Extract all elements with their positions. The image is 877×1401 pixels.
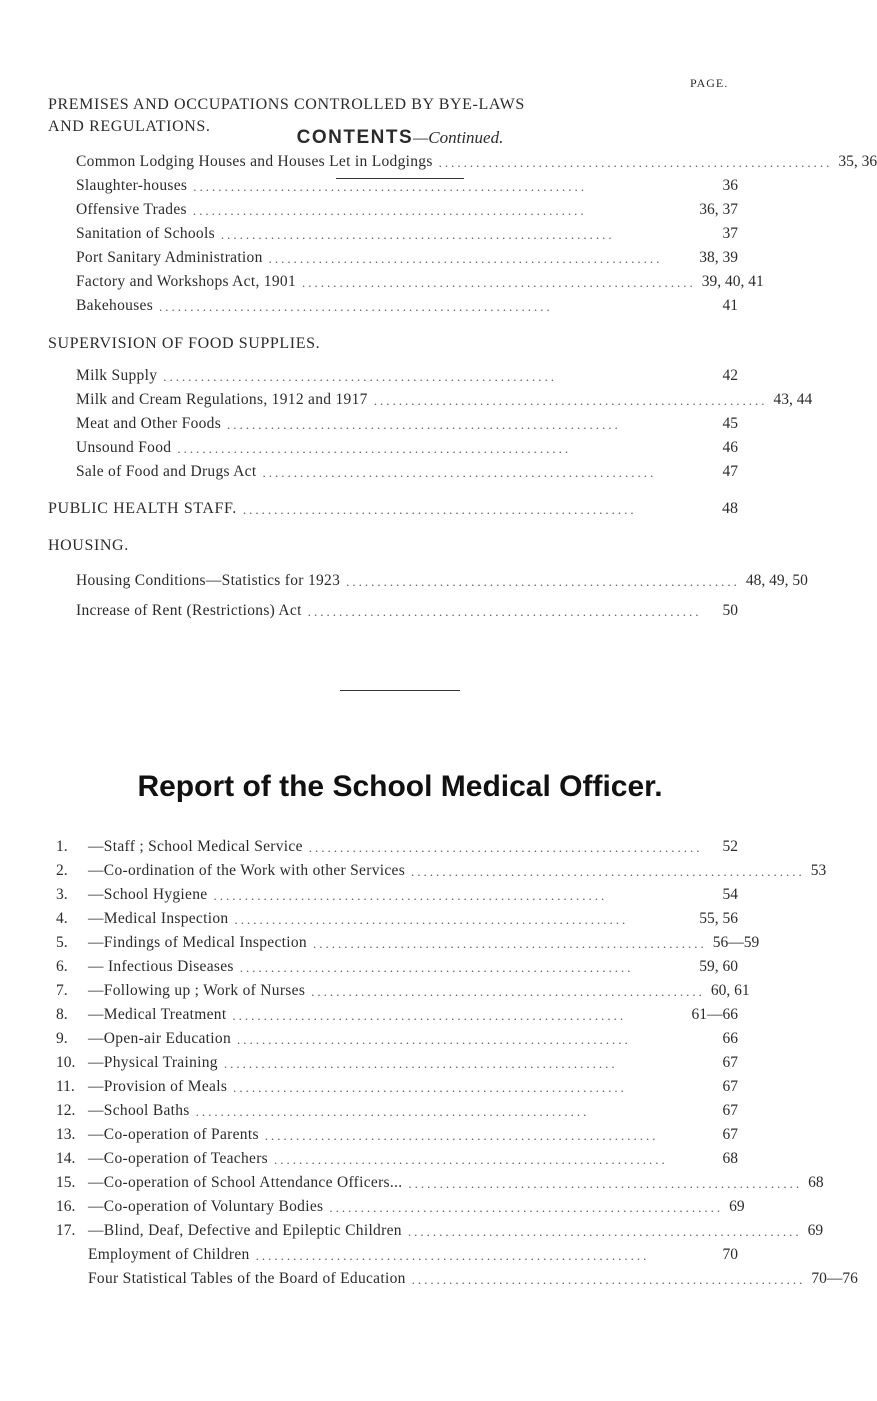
entry-label: Meat and Other Foods bbox=[76, 415, 222, 432]
entry-page: 45 bbox=[722, 415, 738, 432]
report-entry: 4. —Medical Inspection ............................................................... 55, 56 bbox=[56, 910, 738, 927]
report-title: Report of the School Medical Officer. bbox=[137, 770, 663, 803]
entry-number: 1. bbox=[56, 838, 68, 855]
entry-label: —Co-operation of Voluntary Bodies bbox=[88, 1198, 324, 1215]
report-entry: 8. —Medical Treatment ............................................................... 61—66 bbox=[56, 1006, 738, 1023]
entry-label: Offensive Trades bbox=[76, 201, 187, 218]
entry-page: 42 bbox=[722, 367, 738, 384]
entry-page: 36, 37 bbox=[699, 201, 738, 218]
entry-label: Increase of Rent (Restrictions) Act bbox=[76, 602, 302, 619]
entry-page: 60, 61 bbox=[710, 982, 750, 999]
report-entry: 5. —Findings of Medical Inspection ............................................................... 56—59 bbox=[56, 934, 760, 951]
report-entry: 14. —Co-operation of Teachers ............................................................... 68 bbox=[56, 1150, 738, 1167]
report-entry: Four Statistical Tables of the Board of Education ............................................................... 70—76 bbox=[88, 1270, 858, 1287]
entry-label: Slaughter-houses bbox=[76, 177, 188, 194]
entry-label: Milk Supply bbox=[76, 367, 158, 384]
entry-page: 47 bbox=[722, 463, 738, 480]
entry-number: 9. bbox=[56, 1030, 68, 1047]
entry-label: —School Hygiene bbox=[88, 886, 208, 903]
report-entry: 11. —Provision of Meals ............................................................... 67 bbox=[56, 1078, 738, 1095]
section-heading-food: SUPERVISION OF FOOD SUPPLIES. bbox=[48, 335, 321, 352]
entry-number: 14. bbox=[56, 1150, 76, 1167]
entry-page: 67 bbox=[722, 1078, 738, 1095]
report-entry: 6. — Infectious Diseases ............................................................... 59, 60 bbox=[56, 958, 738, 975]
entry-number: 10. bbox=[56, 1054, 76, 1071]
entry-page: 61—66 bbox=[691, 1006, 738, 1023]
entry-label: —Co-operation of Parents bbox=[88, 1126, 259, 1143]
report-entry: 2. —Co-ordination of the Work with other Services ............................................................... 53 bbox=[56, 862, 827, 879]
entry-label: Employment of Children bbox=[88, 1246, 250, 1263]
toc-entry-staff: PUBLIC HEALTH STAFF. ............................................................... 48 bbox=[48, 500, 738, 517]
entry-page: 50 bbox=[722, 602, 738, 619]
report-entry: 10. —Physical Training ............................................................... 67 bbox=[56, 1054, 738, 1071]
entry-page: 59, 60 bbox=[699, 958, 738, 975]
entry-label: Bakehouses bbox=[76, 297, 154, 314]
entry-number: 3. bbox=[56, 886, 68, 903]
entry-label: Port Sanitary Administration bbox=[76, 249, 263, 266]
entry-page: 43, 44 bbox=[773, 391, 813, 408]
entry-number: 17. bbox=[56, 1222, 76, 1239]
entry-label: Unsound Food bbox=[76, 439, 172, 456]
toc-entry: Unsound Food ............................................................... 46 bbox=[76, 439, 738, 456]
entry-page: 39, 40, 41 bbox=[701, 273, 764, 290]
entry-page: 68 bbox=[722, 1150, 738, 1167]
entry-page: 52 bbox=[722, 838, 738, 855]
entry-label: Housing Conditions—Statistics for 1923 bbox=[76, 572, 341, 589]
entry-label: Sale of Food and Drugs Act bbox=[76, 463, 257, 480]
entry-label: Milk and Cream Regulations, 1912 and 1917 bbox=[76, 391, 368, 408]
report-entry: 1. —Staff ; School Medical Service ............................................................... 52 bbox=[56, 838, 738, 855]
entry-page: 67 bbox=[722, 1126, 738, 1143]
report-entry: 15. —Co-operation of School Attendance Officers... ............................................................... 68 bbox=[56, 1174, 824, 1191]
section-heading-staff: PUBLIC HEALTH STAFF. bbox=[48, 500, 237, 517]
continued-label: —Continued. bbox=[413, 128, 504, 147]
entry-label: —Medical Inspection bbox=[88, 910, 229, 927]
entry-page: 56—59 bbox=[712, 934, 760, 951]
toc-entry: Slaughter-houses ............................................................... 36 bbox=[76, 177, 738, 194]
entry-page: 54 bbox=[722, 886, 738, 903]
toc-entry: Milk Supply ............................................................... 42 bbox=[76, 367, 738, 384]
entry-number: 5. bbox=[56, 934, 68, 951]
entry-page: 36 bbox=[722, 177, 738, 194]
entry-page: 66 bbox=[722, 1030, 738, 1047]
report-entry: 13. —Co-operation of Parents ............................................................... 67 bbox=[56, 1126, 738, 1143]
entry-label: —Physical Training bbox=[88, 1054, 218, 1071]
entry-label: Factory and Workshops Act, 1901 bbox=[76, 273, 297, 290]
entry-number: 16. bbox=[56, 1198, 76, 1215]
entry-number: 8. bbox=[56, 1006, 68, 1023]
entry-page: 69 bbox=[807, 1222, 824, 1239]
entry-number: 12. bbox=[56, 1102, 76, 1119]
section-divider bbox=[340, 690, 460, 691]
entry-page: 41 bbox=[722, 297, 738, 314]
page-column-label: PAGE. bbox=[690, 76, 729, 90]
report-entry: 9. —Open-air Education ............................................................... 66 bbox=[56, 1030, 738, 1047]
entry-page: 48, 49, 50 bbox=[745, 572, 808, 589]
entry-page: 46 bbox=[722, 439, 738, 456]
toc-entry: Factory and Workshops Act, 1901 ............................................................... 39, 40, 41 bbox=[76, 273, 764, 290]
toc-entry: Bakehouses ............................................................... 41 bbox=[76, 297, 738, 314]
toc-entry: Sale of Food and Drugs Act ............................................................... 47 bbox=[76, 463, 738, 480]
report-entry: 7. —Following up ; Work of Nurses ............................................................... 60, 61 bbox=[56, 982, 750, 999]
entry-page: 38, 39 bbox=[699, 249, 738, 266]
entry-number: 2. bbox=[56, 862, 68, 879]
entry-page: 55, 56 bbox=[699, 910, 738, 927]
entry-label: —Co-operation of Teachers bbox=[88, 1150, 269, 1167]
entry-page: 67 bbox=[722, 1102, 738, 1119]
report-entry: Employment of Children ............................................................... 70 bbox=[88, 1246, 738, 1263]
entry-label: —Findings of Medical Inspection bbox=[88, 934, 307, 951]
entry-label: —Co-ordination of the Work with other Services bbox=[88, 862, 406, 879]
entry-page: 35, 36 bbox=[838, 153, 877, 170]
toc-entry: Sanitation of Schools ............................................................... 37 bbox=[76, 225, 738, 242]
entry-number: 11. bbox=[56, 1078, 75, 1095]
toc-entry: Common Lodging Houses and Houses Let in Lodgings ............................................................... 35, 36 bbox=[76, 153, 877, 170]
toc-entry: Milk and Cream Regulations, 1912 and 1917 ............................................................... 43, 44 bbox=[76, 391, 813, 408]
report-entry: 3. —School Hygiene ............................................................... 54 bbox=[56, 886, 738, 903]
entry-label: Sanitation of Schools bbox=[76, 225, 215, 242]
entry-label: —Following up ; Work of Nurses bbox=[88, 982, 306, 999]
contents-title: CONTENTS bbox=[296, 127, 414, 148]
entry-label: —Staff ; School Medical Service bbox=[88, 838, 303, 855]
toc-entry: Offensive Trades ............................................................... 36, 37 bbox=[76, 201, 738, 218]
entry-label: —Co-operation of School Attendance Officers... bbox=[88, 1174, 403, 1191]
entry-page: 48 bbox=[722, 500, 738, 517]
entry-number: 6. bbox=[56, 958, 68, 975]
entry-page: 67 bbox=[722, 1054, 738, 1071]
entry-page: 70—76 bbox=[811, 1270, 858, 1287]
entry-label: Common Lodging Houses and Houses Let in Lodgings bbox=[76, 153, 433, 170]
entry-page: 53 bbox=[810, 862, 827, 879]
entry-label: —Provision of Meals bbox=[88, 1078, 228, 1095]
entry-label: Four Statistical Tables of the Board of Education bbox=[88, 1270, 406, 1287]
report-entry: 16. —Co-operation of Voluntary Bodies ............................................................... 69 bbox=[56, 1198, 745, 1215]
toc-entry: Port Sanitary Administration ............................................................... 38, 39 bbox=[76, 249, 738, 266]
entry-label: —School Baths bbox=[88, 1102, 190, 1119]
entry-label: —Open-air Education bbox=[88, 1030, 231, 1047]
entry-number: 13. bbox=[56, 1126, 76, 1143]
entry-label: —Blind, Deaf, Defective and Epileptic Children bbox=[88, 1222, 402, 1239]
entry-label: — Infectious Diseases bbox=[88, 958, 234, 975]
toc-entry: Increase of Rent (Restrictions) Act ............................................................... 50 bbox=[76, 602, 738, 619]
entry-number: 4. bbox=[56, 910, 68, 927]
entry-page: 69 bbox=[729, 1198, 745, 1215]
entry-page: 70 bbox=[722, 1246, 738, 1263]
entry-page: 37 bbox=[722, 225, 738, 242]
entry-label: —Medical Treatment bbox=[88, 1006, 227, 1023]
toc-entry: Meat and Other Foods ............................................................... 45 bbox=[76, 415, 738, 432]
report-entry: 17. —Blind, Deaf, Defective and Epileptic Children ............................................................... 69 bbox=[56, 1222, 824, 1239]
entry-number: 15. bbox=[56, 1174, 76, 1191]
entry-page: 68 bbox=[808, 1174, 824, 1191]
toc-entry: Housing Conditions—Statistics for 1923 ............................................................... 48, 49, 50 bbox=[76, 572, 808, 589]
entry-number: 7. bbox=[56, 982, 68, 999]
section-heading-housing: HOUSING. bbox=[48, 537, 129, 554]
section-heading-premises-cont: AND REGULATIONS. bbox=[48, 118, 211, 135]
section-heading-premises: PREMISES AND OCCUPATIONS CONTROLLED BY BYE-LAWS bbox=[48, 96, 525, 113]
report-entry: 12. —School Baths ............................................................... 67 bbox=[56, 1102, 738, 1119]
